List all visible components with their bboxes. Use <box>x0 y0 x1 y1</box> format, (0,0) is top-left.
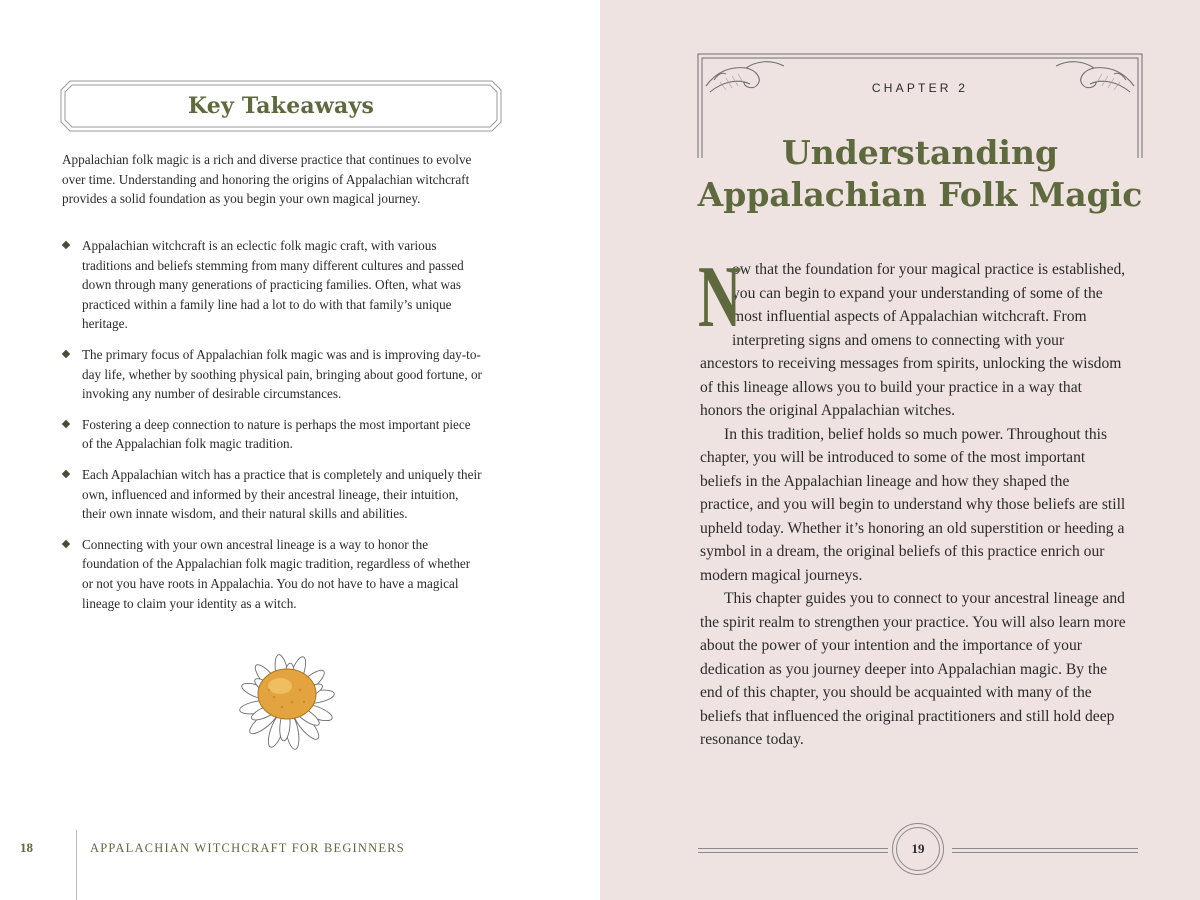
intro-paragraph: Appalachian folk magic is a rich and diverse practice that continues to evolve over time. Understanding and honoring the origins of Appalachian witchcraft provides a solid foundation as you begin your own magical journey. <box>62 152 472 207</box>
chapter-title-line-2: Appalachian Folk Magic <box>697 175 1143 214</box>
chapter-title-line-1: Understanding <box>781 133 1059 172</box>
list-item <box>62 345 482 404</box>
list-item-text: Each Appalachian witch has a practice that is completely and uniquely their own, influenced and informed by their ancestral lineage, their intuition, their own innate wisdom, and their natural skills and abilities. <box>82 466 482 522</box>
footer-rule-left-inner <box>698 852 888 853</box>
body-paragraph-1-text: ow that the foundation for your magical practice is established, you can begin to expand your understanding of some of the most influential aspects of Appalachian witchcraft. From interpreting signs and omens to connecting with your ancestors to receiving messages from spirits, unlocking the wisdom of this lineage allows you to build your practice in a way that honors the original Appalachian witches. <box>700 261 1126 419</box>
footer-rule-left <box>698 848 888 849</box>
chapter-title <box>600 132 1200 216</box>
diamond-bullet-icon <box>62 539 70 547</box>
takeaways-list <box>62 236 482 624</box>
body-paragraph-2: In this tradition, belief holds so much power. Throughout this chapter, you will be introduced to some of the most important beliefs in the Appalachian lineage and how they shaped the practice, and you will begin to understand why those beliefs are still upheld today. Whether it’s honoring an old superstition or heeding a symbol in a dream, the original beliefs of this practice enrich our modern magical journeys. <box>700 425 1126 584</box>
list-item <box>62 415 482 454</box>
footer-rule-right-inner <box>952 852 1138 853</box>
list-item <box>62 236 482 334</box>
page-number-left: 18 <box>20 840 33 855</box>
folio-divider <box>76 830 77 900</box>
list-item <box>62 465 482 524</box>
list-item <box>62 535 482 613</box>
list-item-text: The primary focus of Appalachian folk magic was and is improving day-to-day life, whether by soothing physical pain, bringing about good fortune, or invoking any number of desirable circumstances. <box>82 346 482 402</box>
daisy-icon <box>212 652 362 776</box>
page-number-right: 19 <box>911 841 925 856</box>
diamond-bullet-icon <box>62 420 70 428</box>
body-paragraph-3: This chapter guides you to connect to your ancestral lineage and the spirit realm to strengthen your practice. You will also learn more about the power of your intention and the importance of your dedication as you journey deeper into Appalachian magic. By the end of this chapter, you should be acquainted with many of the beliefs that influenced the original practitioners and still hold deep resonance today. <box>700 590 1126 748</box>
chapter-body <box>698 249 1126 752</box>
drop-cap: N <box>698 249 742 346</box>
body-paragraph-1 <box>698 249 1126 423</box>
running-head: APPALACHIAN WITCHCRAFT FOR BEGINNERS <box>90 841 405 855</box>
list-item-text: Fostering a deep connection to nature is perhaps the most important piece of the Appalachian folk magic tradition. <box>82 416 471 452</box>
chapter-label: CHAPTER 2 <box>871 81 969 95</box>
key-takeaways-title: Key Takeaways <box>187 93 375 119</box>
diamond-bullet-icon <box>62 470 70 478</box>
footer-rule-right <box>952 848 1138 849</box>
diamond-bullet-icon <box>62 241 70 249</box>
key-takeaways-box <box>60 80 502 132</box>
list-item-text: Connecting with your own ancestral lineage is a way to honor the foundation of the Appalachian folk magic tradition, regardless of whether or not you have roots in Appalachia. You do not have to have a magical lineage to claim your identity as a witch. <box>82 536 471 611</box>
list-item-text: Appalachian witchcraft is an eclectic folk magic craft, with various traditions and beliefs stemming from many different cultures and passed down through many generations of practicing families. Often, what was practiced within a family line had a lot to do with that family’s unique heritage. <box>82 238 464 332</box>
diamond-bullet-icon <box>62 350 70 358</box>
